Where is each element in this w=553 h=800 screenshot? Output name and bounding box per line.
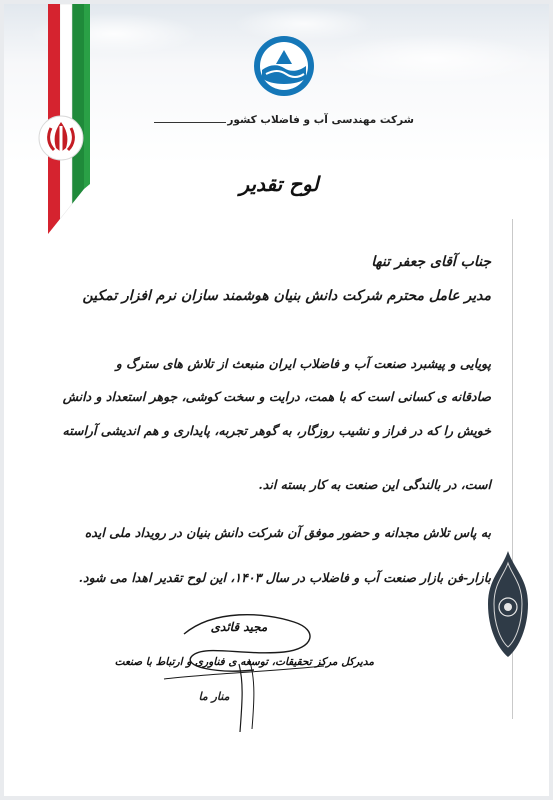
islamic-ornament-icon bbox=[484, 549, 532, 659]
company-header bbox=[154, 114, 414, 130]
water-company-logo-icon bbox=[252, 34, 316, 98]
header-rule bbox=[154, 122, 226, 123]
document-title: لوح تقدیر bbox=[239, 172, 319, 196]
company-name: شرکت مهندسی آب و فاضلاب کشور bbox=[227, 114, 414, 126]
body-line: بازار-فن بازار صنعت آب و فاضلاب در سال ۱۴۰۳، این لوح تقدیر اهدا می شود. bbox=[78, 570, 491, 585]
recipient-title: مدیر عامل محترم شرکت دانش بنیان هوشمند سازان نرم افزار تمکین bbox=[82, 288, 491, 304]
iran-emblem-icon bbox=[37, 114, 85, 162]
body-line: است، در بالندگی این صنعت به کار بسته اند. bbox=[258, 477, 491, 492]
signatory-name: مجید قائدی bbox=[210, 620, 268, 634]
body-line: پویایی و پیشبرد صنعت آب و فاضلاب ایران منبعث از تلاش های سترگ و bbox=[115, 356, 491, 371]
recipient-name: جناب آقای جعفر تنها bbox=[371, 254, 491, 270]
signatory-position: مدیرکل مرکز تحقیقات، توسعه ی فناوری و ارتباط با صنعت bbox=[114, 656, 374, 668]
certificate-paper bbox=[4, 4, 549, 796]
body-line: خویش را که در فراز و نشیب روزگار، به گوهر تجربه، پایداری و هم اندیشی آراسته bbox=[62, 423, 491, 438]
body-line: به پاس تلاش مجدانه و حضور موفق آن شرکت دانش بنیان در رویداد ملی ایده bbox=[84, 525, 491, 540]
signatory-position-line2: منار ما bbox=[198, 690, 230, 703]
body-line: صادقانه ی کسانی است که با همت، درایت و سخت کوشی، جوهر استعداد و دانش bbox=[62, 389, 491, 404]
